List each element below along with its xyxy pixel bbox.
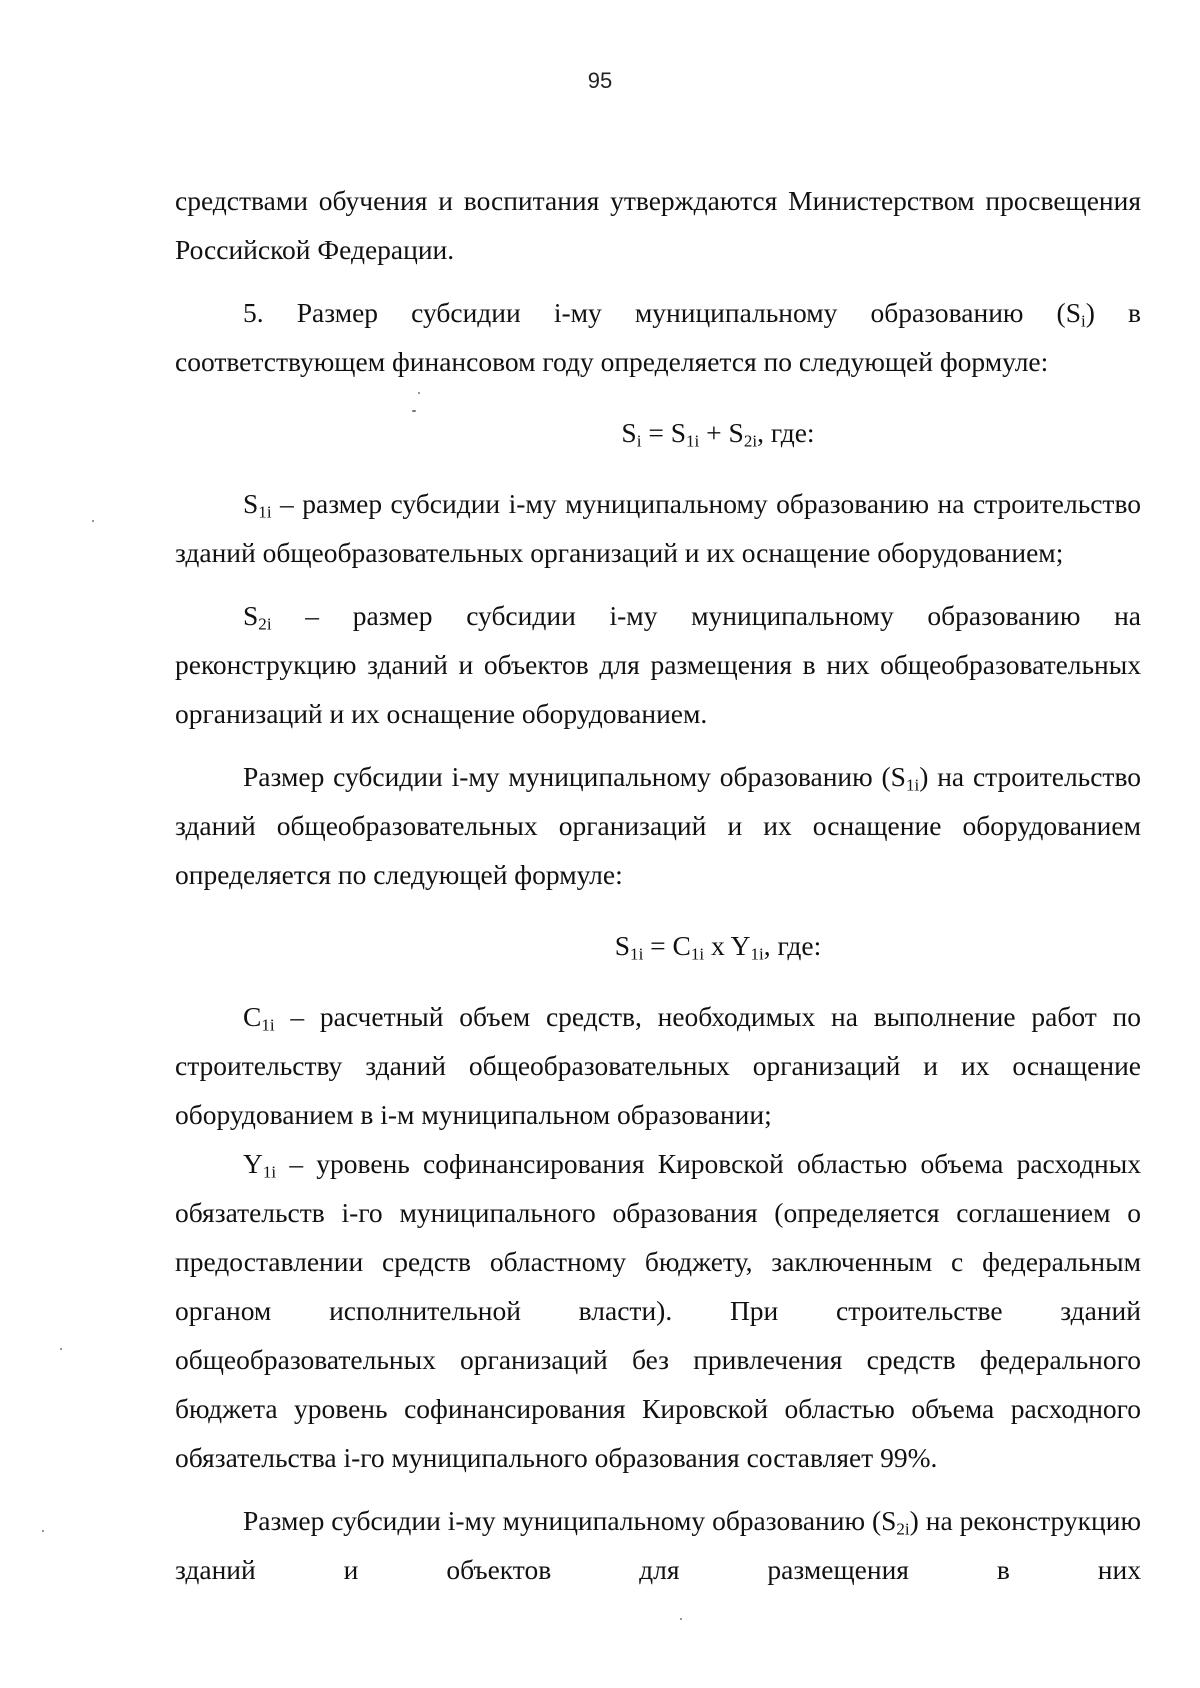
scan-speck — [60, 1348, 62, 1350]
definition-y1i: $Y_{1i}$ – уровень софинансирования Кировской областью объема расходных обязательств i-го муниципального образования (определяется соглашением о предоставлении средств областному бюджету, заключенным с федеральным органом исполнительной власти). При строительстве зданий общеобразовательных организаций без привлечения средств федерального бюджета уровень софинансирования Кировской областью объема расходного обязательства i-го муниципального образования составляет 99%. — [175, 1148, 1141, 1473]
scan-speck — [680, 1618, 682, 1620]
paragraph-s2i-size: Размер субсидии i-му муниципальному образованию $(S_{2i})$ на реконструкцию зданий и объектов для размещения в них — [175, 1505, 1141, 1585]
scan-speck — [412, 410, 416, 412]
definition-c1i: $C_{1i}$ – расчетный объем средств, необходимых на выполнение работ по строительству зданий общеобразовательных организаций и их оснащение оборудованием в i-м муниципальном образовании; — [175, 1001, 1141, 1130]
paragraph-item-5: 5. Размер субсидии i-му муниципальному образованию $(S_i)$ в соответствующем финансовом году определяется по следующей формуле: — [175, 297, 1141, 377]
document-body — [175, 176, 1141, 1594]
page-number: 95 — [587, 68, 613, 93]
definition-s2i: $S_{2i}$ – размер субсидии i-му муниципальному образованию на реконструкцию зданий и объектов для размещения в них общеобразовательных организаций и их оснащение оборудованием. — [175, 600, 1141, 729]
formula-total-subsidy: $S_i = S_{1i} + S_{2i}$, где: — [621, 417, 815, 451]
paragraph-continuation: средствами обучения и воспитания утверждаются Министерством просвещения Российской Федерации. — [175, 185, 1141, 265]
scan-speck — [42, 1530, 44, 1532]
scan-speck — [92, 520, 94, 522]
definition-s1i: $S_{1i}$ – размер субсидии i-му муниципальному образованию на строительство зданий общеобразовательных организаций и их оснащение оборудованием; — [175, 488, 1141, 568]
scan-speck — [418, 392, 420, 394]
paragraph-s1i-size: Размер субсидии i-му муниципальному образованию $(S_{1i})$ на строительство зданий общеобразовательных организаций и их оснащение оборудованием определяется по следующей формуле: — [175, 761, 1141, 890]
formula-s1i: $S_{1i} = C_{1i}$ x $Y_{1i}$, где: — [614, 930, 822, 964]
